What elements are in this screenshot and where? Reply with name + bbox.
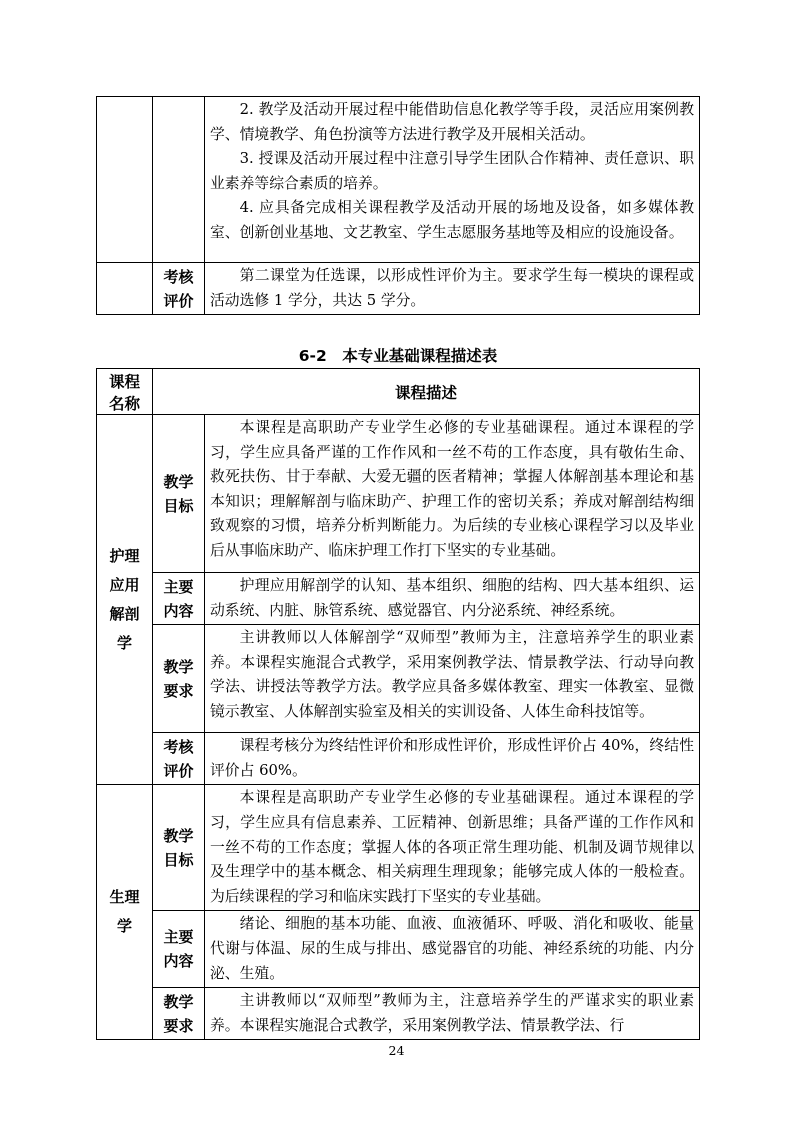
row-text: 主讲教师以“双师型”教师为主，注意培养学生的严谨求实的职业素养。本课程实施混合式教学，采用案例教学法、情景教学法、行 (205, 988, 700, 1040)
empty-course-cell (97, 97, 153, 263)
row-label: 教学 要求 (153, 625, 205, 733)
row-text: 本课程是高职助产专业学生必修的专业基础课程。通过本课程的学习，学生应具备严谨的工作作风和一丝不苟的工作态度，具有敬佑生命、救死扶伤、甘于奉献、大爱无疆的医者精神；掌握人体解剖基本理论和基本知识；理解解剖与临床助产、护理工作的密切关系；养成对解剖结构细致观察的习惯，培养分析判断能力。为后续的专业核心课程学习以及毕业后从事临床助产、临床护理工作打下坚实的专业基础。 (205, 415, 700, 573)
course-description-table (96, 368, 700, 1040)
req-paragraph: 4. 应具备完成相关课程教学及活动开展的场地及设备，如多媒体教室、创新创业基地、文艺教室、学生志愿服务基地等及相应的设施设备。 (210, 199, 694, 241)
row-label: 教学 目标 (153, 785, 205, 911)
assessment-text: 第二课堂为任选课，以形成性评价为主。要求学生每一模块的课程或活动选修 1 学分，共达 5 学分。 (210, 267, 694, 309)
row-text: 本课程是高职助产专业学生必修的专业基础课程。通过本课程的学习，学生应具有信息素养、工匠精神、创新思维；具备严谨的工作作风和一丝不苟的工作态度；掌握人体的各项正常生理功能、机制及调节规律以及生理学中的基本概念、相关病理生理现象；能够完成人体的一般检查。为后续课程的学习和临床实践打下坚实的专业基础。 (205, 785, 700, 911)
row-label: 主要 内容 (153, 911, 205, 988)
req-paragraph: 3. 授课及活动开展过程中注意引导学生团队合作精神、责任意识、职业素养等综合素质的培养。 (210, 150, 694, 192)
header-course-name: 课程 名称 (97, 369, 153, 415)
assessment-label: 考核 评价 (153, 263, 205, 315)
row-label: 教学 目标 (153, 415, 205, 573)
row-label: 教学 要求 (153, 988, 205, 1040)
req-paragraph: 2. 教学及活动开展过程中能借助信息化教学等手段，灵活应用案例教学、情境教学、角色扮演等方法进行教学及开展相关活动。 (210, 101, 694, 143)
empty-course-cell (97, 263, 153, 315)
course-name-physiology: 生理 学 (97, 785, 153, 1040)
row-label: 主要 内容 (153, 573, 205, 625)
row-text: 绪论、细胞的基本功能、血液、血液循环、呼吸、消化和吸收、能量代谢与体温、尿的生成与排出、感觉器官的功能、神经系统的功能、内分泌、生殖。 (205, 911, 700, 988)
row-text: 课程考核分为终结性评价和形成性评价，形成性评价占 40%，终结性评价占 60%。 (205, 733, 700, 785)
row-text: 护理应用解剖学的认知、基本组织、细胞的结构、四大基本组织、运动系统、内脏、脉管系统、感觉器官、内分泌系统、神经系统。 (205, 573, 700, 625)
teaching-requirements-cell (205, 97, 700, 263)
assessment-cell (205, 263, 700, 315)
continuation-table (96, 96, 700, 315)
row-text: 主讲教师以人体解剖学“双师型”教师为主，注意培养学生的职业素养。本课程实施混合式教学，采用案例教学法、情景教学法、行动导向教学法、讲授法等教学方法。教学应具备多媒体教室、理实一体教室、显微镜示教室、人体解剖实验室及相关的实训设备、人体生命科技馆等。 (205, 625, 700, 733)
header-course-desc: 课程描述 (153, 369, 700, 415)
course-name-anatomy: 护理 应用 解剖 学 (97, 415, 153, 785)
page-number: 24 (388, 1043, 405, 1058)
empty-label-cell (153, 97, 205, 263)
table-title: 6-2 本专业基础课程描述表 (298, 347, 498, 365)
row-label: 考核 评价 (153, 733, 205, 785)
